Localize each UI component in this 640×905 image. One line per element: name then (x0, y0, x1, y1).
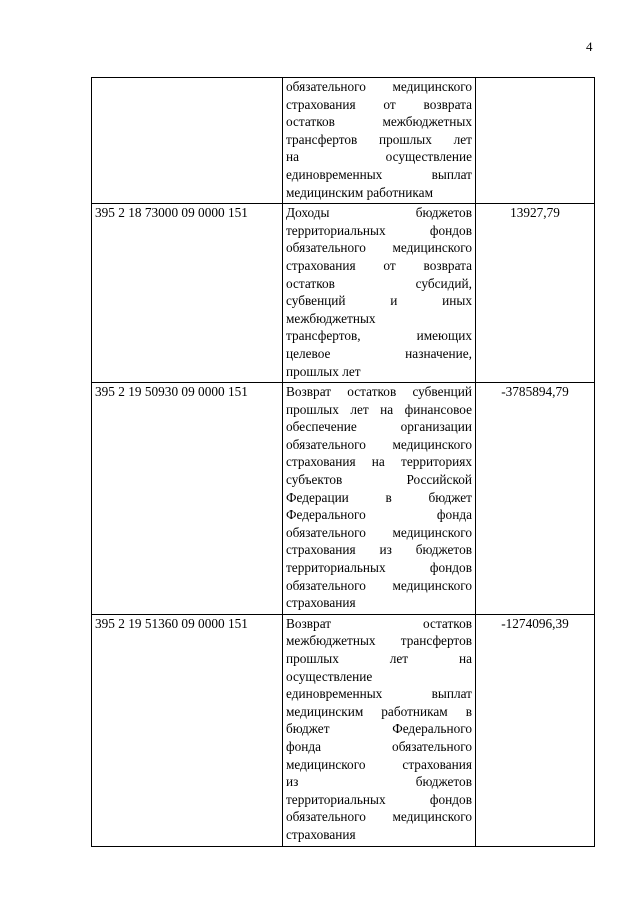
description-line: обязательного медицинского (286, 79, 472, 94)
page-number: 4 (586, 39, 593, 54)
description-line: бюджет Федерального (286, 721, 472, 737)
budget-code-cell: 395 2 19 51360 09 0000 151 (92, 614, 283, 846)
budget-table (91, 77, 595, 847)
description-line: остатков субсидий, (286, 275, 472, 291)
table-row (92, 78, 595, 204)
budget-table-body (92, 78, 595, 847)
description-line: осуществление (286, 668, 373, 684)
description-line: страхования от возврата (286, 257, 472, 273)
description-line: страхования (286, 826, 356, 842)
description-line: медицинским работникам (286, 184, 433, 200)
description-line: единовременных выплат (286, 686, 472, 702)
description-line: страхования от возврата (286, 96, 472, 112)
description-line: территориальных фондов (286, 791, 472, 807)
description-line: обязательного медицинского (286, 524, 472, 540)
description-line: прошлых лет на (286, 651, 472, 666)
table-row (92, 614, 595, 846)
description-cell (283, 383, 476, 615)
description-cell (283, 204, 476, 383)
description-line: субъектов Российской (286, 472, 472, 488)
description-line: на осуществление (286, 149, 472, 165)
budget-code-cell: 395 2 18 73000 09 0000 151 (92, 204, 283, 383)
description-line: Возврат остатков субвенций (286, 384, 472, 400)
description-line: страхования из бюджетов (286, 542, 472, 558)
description-line: медицинским работникам в (286, 703, 472, 719)
description-line: субвенций и иных (286, 293, 472, 309)
description-line: из бюджетов (286, 774, 472, 790)
description-line: трансфертов, имеющих (286, 328, 472, 344)
description-line: обязательного медицинского (286, 240, 472, 256)
budget-code-cell (92, 78, 283, 204)
description-line: страхования (286, 595, 356, 611)
amount-cell: -1274096,39 (476, 614, 595, 846)
budget-code-cell: 395 2 19 50930 09 0000 151 (92, 383, 283, 615)
description-line: обеспечение организации (286, 419, 472, 435)
description-line: межбюджетных трансфертов (286, 633, 472, 649)
description-line: фонда обязательного (286, 738, 472, 754)
description-line: Федерального фонда (286, 507, 472, 523)
description-line: обязательного медицинского (286, 577, 472, 593)
description-line: Возврат остатков (286, 615, 472, 631)
description-cell (283, 614, 476, 846)
description-cell (283, 78, 476, 204)
description-line: медицинского страхования (286, 756, 472, 772)
description-line: межбюджетных (286, 310, 376, 326)
amount-cell: -3785894,79 (476, 383, 595, 615)
amount-cell (476, 78, 595, 204)
description-line: территориальных фондов (286, 222, 472, 238)
description-line: остатков межбюджетных (286, 114, 472, 130)
description-line: целевое назначение, (286, 345, 472, 361)
description-line: трансфертов прошлых лет (286, 131, 472, 147)
description-line: Доходы бюджетов (286, 205, 472, 221)
description-line: территориальных фондов (286, 560, 472, 576)
description-line: страхования на территориях (286, 454, 472, 470)
description-line: единовременных выплат (286, 166, 472, 182)
description-line: прошлых лет (286, 363, 361, 379)
table-row (92, 383, 595, 615)
amount-cell: 13927,79 (476, 204, 595, 383)
table-row (92, 204, 595, 383)
description-line: Федерации в бюджет (286, 489, 472, 505)
description-line: обязательного медицинского (286, 436, 472, 452)
description-line: прошлых лет на финансовое (286, 401, 472, 417)
description-line: обязательного медицинского (286, 809, 472, 825)
